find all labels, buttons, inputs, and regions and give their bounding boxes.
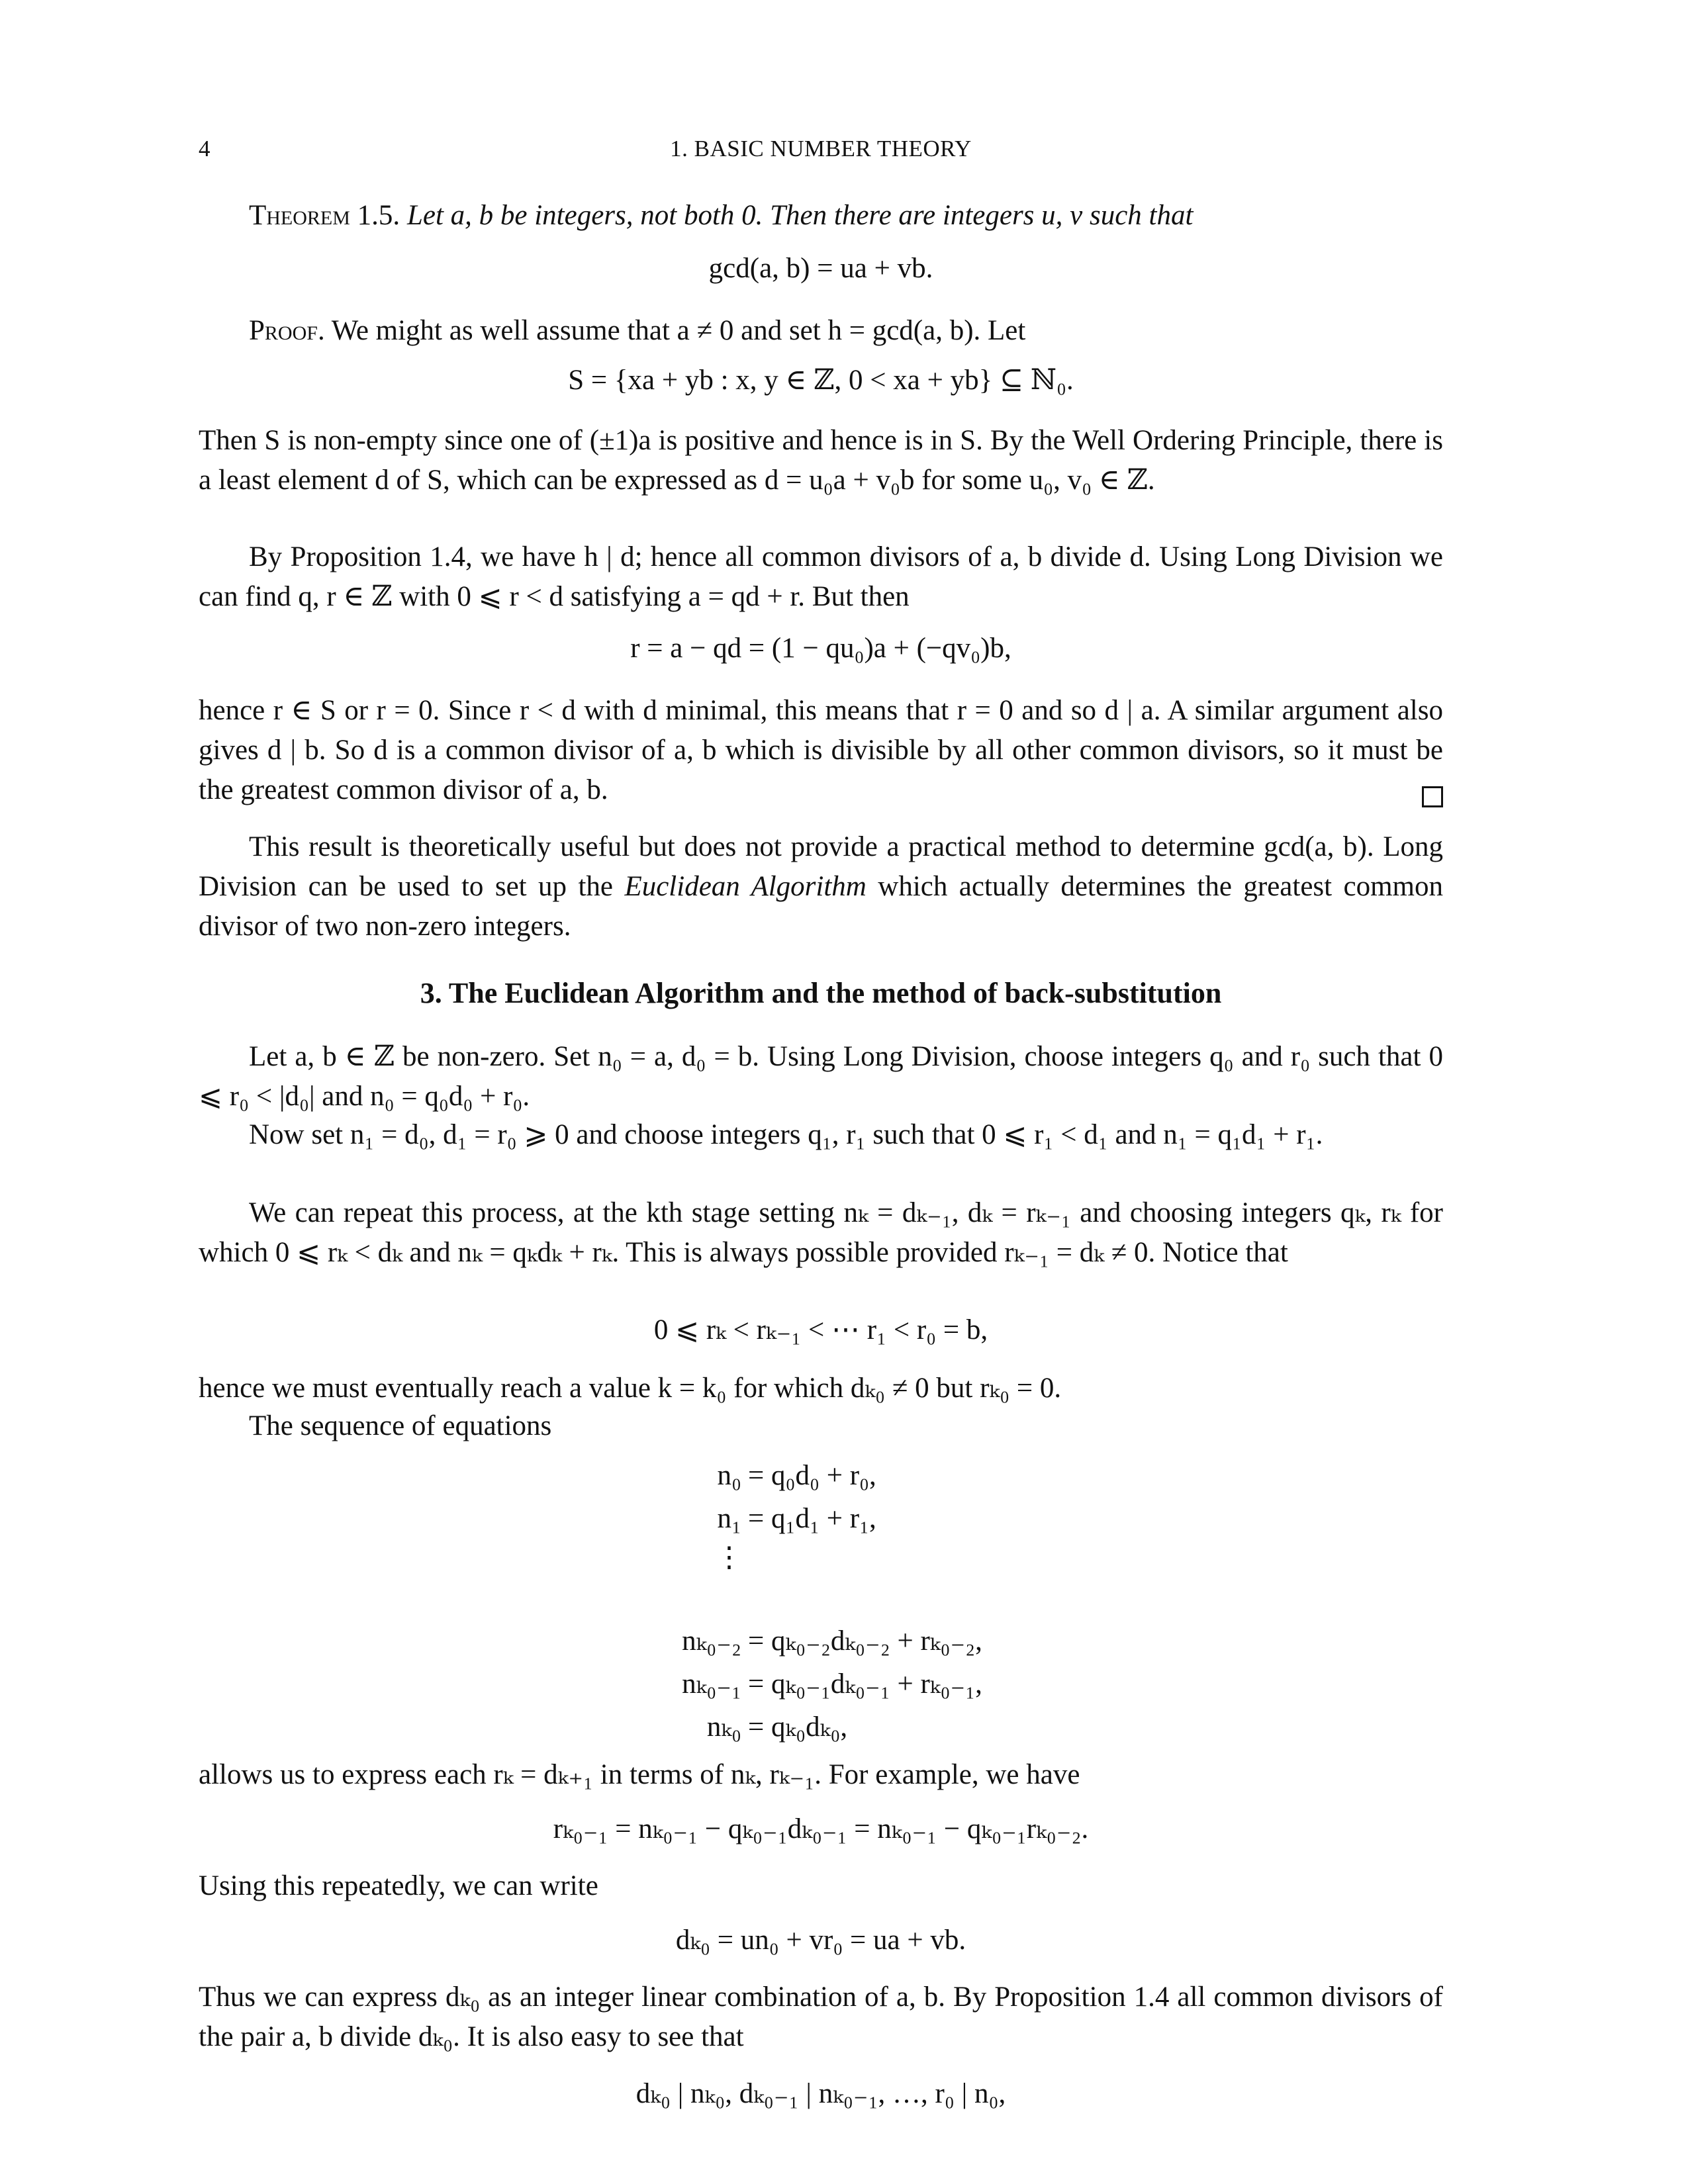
algorithm-paragraph-5: The sequence of equations	[249, 1410, 552, 1441]
proof-paragraph-3-text: hence r ∈ S or r = 0. Since r < d with d minimal, this means that r = 0 and so d | a. A similar argument also gives d | b. So d is a common divisor of a, b which is divisible by all other common divisors, so it must be the greatest common divisor of a, b.	[199, 695, 1443, 805]
theorem-display-equation: gcd(a, b) = ua + vb.	[708, 253, 933, 284]
equation-rhs: = qₖ₀₋₁dₖ₀₋₁ + rₖ₀₋₁,	[748, 1668, 982, 1700]
proof-display-remainder: r = a − qd = (1 − qu₀)a + (−qv₀)b,	[630, 633, 1011, 664]
remark-text-before: This result is theoretically useful but does not provide a practical method to determine gcd(a, b). Long Division can be used to set up the	[199, 831, 1443, 902]
algorithm-display-inequality: 0 ⩽ rₖ < rₖ₋₁ < ⋯ r₁ < r₀ = b,	[653, 1314, 988, 1345]
algorithm-display-back-substitution: rₖ₀₋₁ = nₖ₀₋₁ − qₖ₀₋₁dₖ₀₋₁ = nₖ₀₋₁ − qₖ₀₋₁rₖ₀₋₂.	[553, 1813, 1089, 1844]
proof-first-line	[199, 311, 1443, 351]
equation-lhs: nₖ₀	[706, 1711, 741, 1743]
algorithm-paragraph-7: Using this repeatedly, we can write	[199, 1870, 598, 1901]
equation-array	[199, 1456, 1443, 1787]
equation-row	[199, 1621, 741, 1661]
proof-label: Proof.	[249, 315, 325, 346]
proof-display-set: S = {xa + yb : x, y ∈ ℤ, 0 < xa + yb} ⊆ ℕ₀.	[568, 365, 1074, 396]
algorithm-paragraph-6: allows us to express each rₖ = dₖ₊₁ in terms of nₖ, rₖ₋₁. For example, we have	[199, 1759, 1080, 1790]
algorithm-paragraph-1: Let a, b ∈ ℤ be non-zero. Set n₀ = a, d₀ = b. Using Long Division, choose integers q₀ and r₀ such that 0 ⩽ r₀ < |d₀| and n₀ = q₀d₀ + r₀.	[199, 1041, 1443, 1112]
theorem-label: Theorem 1.5.	[249, 200, 400, 231]
theorem-statement	[199, 196, 1443, 236]
equation-row	[199, 1456, 741, 1496]
equation-row	[199, 1664, 741, 1704]
algorithm-display-linear-combination: dₖ₀ = un₀ + vr₀ = ua + vb.	[675, 1925, 966, 1956]
equation-rhs: = qₖ₀₋₂dₖ₀₋₂ + rₖ₀₋₂,	[748, 1625, 982, 1657]
page-header	[199, 136, 1443, 169]
theorem-text: Let a, b be integers, not both 0. Then there are integers u, v such that	[406, 200, 1194, 231]
equation-lhs: nₖ₀₋₂	[682, 1625, 741, 1657]
proof-paragraph-3	[199, 691, 1443, 810]
remark-text-after: which actually determines the greatest common divisor of two non-zero integers.	[199, 871, 1444, 942]
algorithm-paragraph-4: hence we must eventually reach a value k = k₀ for which dₖ₀ ≠ 0 but rₖ₀ = 0.	[199, 1373, 1062, 1404]
algorithm-paragraph-2: Now set n₁ = d₀, d₁ = r₀ ⩾ 0 and choose integers q₁, r₁ such that 0 ⩽ r₁ < d₁ and n₁ = q₁d₁ + r₁.	[249, 1119, 1323, 1150]
remark-paragraph	[199, 827, 1443, 946]
equation-row	[199, 1707, 741, 1747]
proof-paragraph-2: By Proposition 1.4, we have h | d; hence all common divisors of a, b divide d. Using Long Division we can find q, r ∈ ℤ with 0 ⩽ r < d satisfying a = qd + r. But then	[199, 541, 1443, 612]
equation-row	[199, 1499, 741, 1539]
equation-rhs: = qₖ₀dₖ₀,	[748, 1711, 848, 1743]
remark-emphasis: Euclidean Algorithm	[624, 871, 867, 902]
equation-rhs: = q₁d₁ + r₁,	[748, 1503, 876, 1534]
running-title: 1. BASIC NUMBER THEORY	[670, 136, 972, 161]
proof-text: We might as well assume that a ≠ 0 and set h = gcd(a, b). Let	[331, 315, 1026, 346]
algorithm-display-divisibility: dₖ₀ | nₖ₀, dₖ₀₋₁ | nₖ₀₋₁, …, r₀ | n₀,	[635, 2078, 1006, 2109]
algorithm-paragraph-8: Thus we can express dₖ₀ as an integer linear combination of a, b. By Proposition 1.4 all common divisors of the pair a, b divide dₖ₀. It is also easy to see that	[199, 1981, 1443, 2052]
proof-paragraph-1: Then S is non-empty since one of (±1)a is positive and hence is in S. By the Well Ordering Principle, there is a least element d of S, which can be expressed as d = u₀a + v₀b for some u₀, v₀ ∈ ℤ.	[199, 425, 1443, 496]
section-heading: 3. The Euclidean Algorithm and the method of back-substitution	[420, 977, 1222, 1009]
equation-rhs: = q₀d₀ + r₀,	[748, 1460, 876, 1491]
page-number: 4	[199, 136, 211, 161]
equation-lhs: n₀	[717, 1460, 741, 1491]
algorithm-paragraph-3: We can repeat this process, at the kth stage setting nₖ = dₖ₋₁, dₖ = rₖ₋₁ and choosing integers qₖ, rₖ for which 0 ⩽ rₖ < dₖ and nₖ = qₖdₖ + rₖ. This is always possible provided rₖ₋₁ = dₖ ≠ 0. Notice that	[199, 1197, 1443, 1268]
equation-lhs: nₖ₀₋₁	[682, 1668, 741, 1700]
equation-lhs: n₁	[717, 1503, 741, 1534]
qed-box-icon	[1422, 786, 1443, 807]
vertical-ellipsis: ⋮	[715, 1542, 743, 1573]
